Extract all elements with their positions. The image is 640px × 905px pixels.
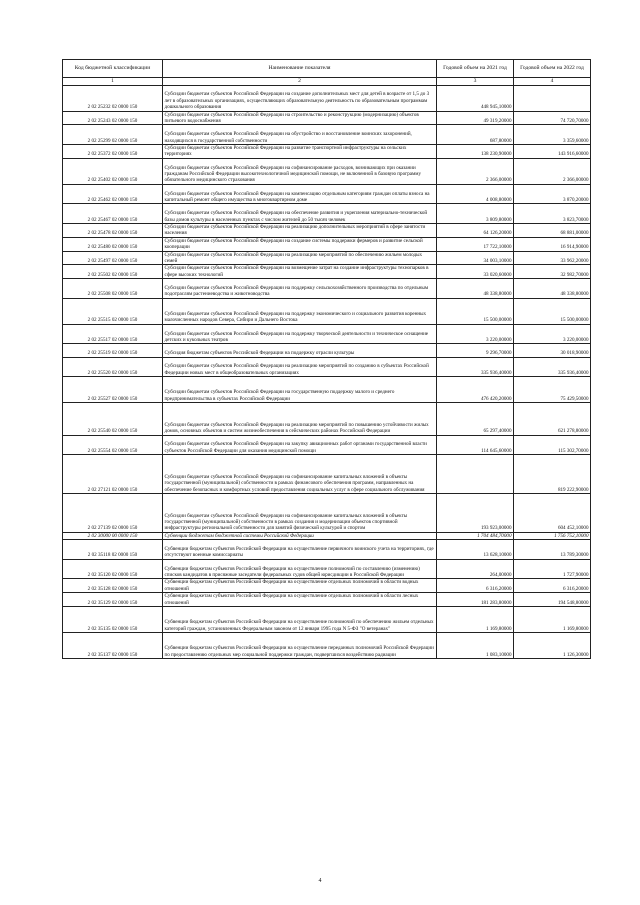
indicator-name-cell: Субсидии бюджетам субъектов Российской Федерации на закупку авиационных работ органами государственной власти субъектов Российской Федерации для оказания медицинской помощи bbox=[163, 435, 437, 455]
amount-2022-cell: 3 823,70000 bbox=[514, 204, 591, 224]
table-row bbox=[63, 344, 591, 357]
budget-code-cell: 2 02 25517 02 0000 150 bbox=[63, 324, 163, 344]
indicator-name-cell: Субсидии бюджетам субъектов Российской Федерации на строительство и реконструкцию (модернизацию) объектов питьевого водоснабжения bbox=[163, 111, 437, 125]
amount-2021-cell: 1 169,80000 bbox=[437, 607, 514, 633]
indicator-name-cell: Субсидии бюджетам субъектов Российской Федерации на поддержку творческой деятельности и техническое оснащение детских и кукольных театров bbox=[163, 324, 437, 344]
amount-2021-cell: 264,00000 bbox=[437, 559, 514, 579]
table-row bbox=[63, 579, 591, 593]
indicator-name-cell: Субсидии бюджетам субъектов Российской Федерации на обеспечение развития и укрепления материально-технической базы домов культуры в населенных пунктах с числом жителей до 50 тысяч человек bbox=[163, 204, 437, 224]
table-row bbox=[63, 455, 591, 494]
table-row bbox=[63, 633, 591, 659]
table-row bbox=[63, 145, 591, 159]
indicator-name-cell: Субсидии бюджетам субъектов Российской Федерации на софинансирование капитальных вложений в объекты государственной (муниципальной) собственности в рамках создания и модернизации объектов спортивной инфраструктуры региональной собственности для занятий физической культурой и спортом bbox=[163, 494, 437, 533]
table-row bbox=[63, 251, 591, 265]
budget-code-cell: 2 02 25527 02 0000 150 bbox=[63, 377, 163, 403]
header-num-2022: 4 bbox=[514, 78, 591, 86]
amount-2021-cell: 6 316,20000 bbox=[437, 579, 514, 593]
amount-2022-cell: 33 962,20000 bbox=[514, 251, 591, 265]
table-row bbox=[63, 559, 591, 579]
amount-2021-cell: 33 020,60000 bbox=[437, 265, 514, 279]
indicator-name-cell: Субсидия бюджетам субъектов Российской Федерации на поддержку отрасли культуры bbox=[163, 344, 437, 357]
amount-2022-cell: 2 366,00000 bbox=[514, 158, 591, 184]
indicator-name-cell: Субсидии бюджетам субъектов Российской Федерации на реализацию мероприятий по повышению устойчивости жилых домов, основных объектов и систем жизнеобеспечения в сейсмических районах Российской Федерации bbox=[163, 403, 437, 435]
table-row bbox=[63, 204, 591, 224]
amount-2022-cell: 115 302,70000 bbox=[514, 435, 591, 455]
header-row bbox=[63, 60, 591, 78]
table-row bbox=[63, 85, 591, 111]
table-row bbox=[63, 377, 591, 403]
amount-2021-cell: 4 008,80000 bbox=[437, 184, 514, 204]
indicator-name-cell: Субсидии бюджетам субъектов Российской Федерации на реализацию дополнительных мероприятий в сфере занятости населения bbox=[163, 224, 437, 238]
amount-2022-cell: 1 126,30000 bbox=[514, 633, 591, 659]
amount-2021-cell: 17 722,10000 bbox=[437, 237, 514, 251]
indicator-name-cell: Субвенции бюджетам субъектов Российской Федерации на осуществление первичного воинского учета на территориях, где отсутствуют военные комиссариаты bbox=[163, 540, 437, 560]
budget-code-cell: 2 02 25232 02 0000 150 bbox=[63, 85, 163, 111]
table-row bbox=[63, 532, 591, 539]
amount-2022-cell: 1 756 752,10000 bbox=[514, 532, 591, 539]
indicator-name-cell: Субвенции бюджетам субъектов Российской Федерации на осуществление отдельных полномочий в области лесных отношений bbox=[163, 593, 437, 607]
amount-2022-cell: 13 789,30000 bbox=[514, 540, 591, 560]
table-row bbox=[63, 357, 591, 377]
indicator-name-cell: Субсидии бюджетам субъектов Российской Федерации на реализацию мероприятий по обеспечению жильем молодых семей bbox=[163, 251, 437, 265]
indicator-name-cell: Субсидии бюджетам субъектов Российской Федерации на обустройство и восстановление воинских захоронений, находящихся в государственной собственности bbox=[163, 125, 437, 145]
budget-code-cell: 2 02 25508 02 0000 150 bbox=[63, 279, 163, 299]
budget-code-cell: 2 02 25462 02 0000 150 bbox=[63, 184, 163, 204]
budget-code-cell: 2 02 25520 02 0000 150 bbox=[63, 357, 163, 377]
table-row bbox=[63, 279, 591, 299]
amount-2022-cell: 16 914,90000 bbox=[514, 237, 591, 251]
amount-2021-cell: 15 500,00000 bbox=[437, 298, 514, 324]
amount-2022-cell: 621 278,80000 bbox=[514, 403, 591, 435]
table-row bbox=[63, 125, 591, 145]
page-number: 4 bbox=[318, 878, 322, 884]
table-row bbox=[63, 403, 591, 435]
header-code: Код бюджетной классификации bbox=[63, 60, 163, 78]
indicator-name-cell: Субсидии бюджетам субъектов Российской Федерации на создание системы поддержки фермеров и развитие сельской кооперации bbox=[163, 237, 437, 251]
table-row bbox=[63, 540, 591, 560]
amount-2021-cell: 448 945,10000 bbox=[437, 85, 514, 111]
budget-code-cell: 2 02 25497 02 0000 150 bbox=[63, 251, 163, 265]
indicator-name-cell: Субсидии бюджетам субъектов Российской Федерации на софинансирование капитальных вложений в объекты государственной (муниципальной) собственности в рамках финансового обеспечения программ, направленных на обеспечение безопасных и комфортных условий предоставления социальных услуг в сфере социального обслуживания bbox=[163, 455, 437, 494]
amount-2022-cell: 68 881,00000 bbox=[514, 224, 591, 238]
table-row bbox=[63, 158, 591, 184]
budget-code-cell: 2 02 27139 02 0000 150 bbox=[63, 494, 163, 533]
amount-2021-cell: 49 319,20000 bbox=[437, 111, 514, 125]
indicator-name-cell: Субвенции бюджетам субъектов Российской Федерации на осуществление полномочий по составлению (изменению) списков кандидатов в присяжные заседатели федеральных судов общей юрисдикции в Российской Федерации bbox=[163, 559, 437, 579]
budget-table bbox=[62, 59, 591, 659]
budget-code-cell: 2 02 25515 02 0000 150 bbox=[63, 298, 163, 324]
header-2021: Годовой объем на 2021 год bbox=[437, 60, 514, 78]
header-name: Наименование показателя bbox=[163, 60, 437, 78]
amount-2021-cell: 13 628,10000 bbox=[437, 540, 514, 560]
table-row bbox=[63, 184, 591, 204]
table-row bbox=[63, 265, 591, 279]
amount-2021-cell: 476 420,20000 bbox=[437, 377, 514, 403]
budget-code-cell: 2 02 25554 02 0000 150 bbox=[63, 435, 163, 455]
budget-code-cell: 2 02 25519 02 0000 150 bbox=[63, 344, 163, 357]
amount-2022-cell: 3 359,60000 bbox=[514, 125, 591, 145]
budget-code-cell: 2 02 25467 02 0000 150 bbox=[63, 204, 163, 224]
amount-2021-cell bbox=[437, 455, 514, 494]
budget-code-cell: 2 02 35118 02 0000 150 bbox=[63, 540, 163, 560]
header-num-2021: 3 bbox=[437, 78, 514, 86]
amount-2022-cell: 335 936,40000 bbox=[514, 357, 591, 377]
amount-2021-cell: 335 936,40000 bbox=[437, 357, 514, 377]
table-row bbox=[63, 494, 591, 533]
amount-2021-cell: 9 296,70000 bbox=[437, 344, 514, 357]
amount-2021-cell: 687,80000 bbox=[437, 125, 514, 145]
amount-2022-cell bbox=[514, 85, 591, 111]
amount-2022-cell: 6 316,20000 bbox=[514, 579, 591, 593]
amount-2022-cell: 143 916,60000 bbox=[514, 145, 591, 159]
indicator-name-cell: Субсидии бюджетам субъектов Российской Федерации на софинансирование расходов, возникающих при оказании гражданам Российской Федерации высокотехнологичной медицинской помощи, не включенной в базовую программу обязательного медицинского страхования bbox=[163, 158, 437, 184]
amount-2022-cell: 32 982,70000 bbox=[514, 265, 591, 279]
budget-code-cell: 2 02 25299 02 0000 150 bbox=[63, 125, 163, 145]
header-2022: Годовой объем на 2022 год bbox=[514, 60, 591, 78]
indicator-name-cell: Субсидии бюджетам субъектов Российской Федерации на поддержку экономического и социального развития коренных малочисленных народов Севера, Сибири и Дальнего Востока bbox=[163, 298, 437, 324]
amount-2022-cell: 819 222,90000 bbox=[514, 455, 591, 494]
table-row bbox=[63, 224, 591, 238]
amount-2022-cell: 30 018,90000 bbox=[514, 344, 591, 357]
budget-code-cell: 2 02 35120 02 0000 150 bbox=[63, 559, 163, 579]
amount-2021-cell: 1 704 484,70000 bbox=[437, 532, 514, 539]
amount-2021-cell: 34 003,10000 bbox=[437, 251, 514, 265]
budget-code-cell: 2 02 30000 00 0000 150 bbox=[63, 532, 163, 539]
table-row bbox=[63, 237, 591, 251]
header-num-name: 2 bbox=[163, 78, 437, 86]
table-row bbox=[63, 111, 591, 125]
amount-2021-cell: 2 366,00000 bbox=[437, 158, 514, 184]
header-number-row bbox=[63, 78, 591, 86]
indicator-name-cell: Субсидии бюджетам субъектов Российской Федерации на поддержку сельскохозяйственного производства по отдельным подотраслям растениеводства и животноводства bbox=[163, 279, 437, 299]
indicator-name-cell: Субсидии бюджетам субъектов Российской Федерации на государственную поддержку малого и среднего предпринимательства в субъектах Российской Федерации bbox=[163, 377, 437, 403]
table-row bbox=[63, 435, 591, 455]
indicator-name-cell: Субвенции бюджетам бюджетной системы Российской Федерации bbox=[163, 532, 437, 539]
amount-2021-cell: 114 645,60000 bbox=[437, 435, 514, 455]
amount-2021-cell: 64 126,20000 bbox=[437, 224, 514, 238]
amount-2022-cell: 1 169,80000 bbox=[514, 607, 591, 633]
budget-code-cell: 2 02 35129 02 0000 150 bbox=[63, 593, 163, 607]
table-row bbox=[63, 607, 591, 633]
amount-2021-cell: 48 338,80000 bbox=[437, 279, 514, 299]
budget-code-cell: 2 02 25540 02 0000 150 bbox=[63, 403, 163, 435]
amount-2021-cell: 3 220,00000 bbox=[437, 324, 514, 344]
budget-code-cell: 2 02 25480 02 0000 150 bbox=[63, 237, 163, 251]
budget-code-cell: 2 02 35128 02 0000 150 bbox=[63, 579, 163, 593]
indicator-name-cell: Субсидии бюджетам субъектов Российской Федерации на компенсацию отдельным категориям граждан оплаты взноса на капитальный ремонт общего имущества в многоквартирном доме bbox=[163, 184, 437, 204]
amount-2022-cell: 1 727,90000 bbox=[514, 559, 591, 579]
indicator-name-cell: Субвенции бюджетам субъектов Российской Федерации на осуществление переданных полномочий Российской Федерации по предоставлению отдельных мер социальной поддержки граждан, подвергшихся воздействию радиации bbox=[163, 633, 437, 659]
amount-2022-cell: 3 870,20000 bbox=[514, 184, 591, 204]
amount-2022-cell: 3 220,00000 bbox=[514, 324, 591, 344]
indicator-name-cell: Субвенции бюджетам субъектов Российской Федерации на осуществление полномочий по обеспечению жильем отдельных категорий граждан, установленных Федеральным законом от 12 января 1995 года N 5-ФЗ "О ветеранах" bbox=[163, 607, 437, 633]
amount-2022-cell: 604 452,10000 bbox=[514, 494, 591, 533]
indicator-name-cell: Субсидии бюджетам субъектов Российской Федерации на создание дополнительных мест для детей в возрасте от 1,5 до 3 лет в образовательных организациях, осуществляющих образовательную деятельность по образовательным программам дошкольного образования bbox=[163, 85, 437, 111]
header-num-code: 1 bbox=[63, 78, 163, 86]
indicator-name-cell: Субвенции бюджетам субъектов Российской Федерации на осуществление отдельных полномочий в области водных отношений bbox=[163, 579, 437, 593]
budget-code-cell: 2 02 25502 02 0000 150 bbox=[63, 265, 163, 279]
amount-2022-cell: 75 429,50000 bbox=[514, 377, 591, 403]
indicator-name-cell: Субсидии бюджетам субъектов Российской Федерации на развитие транспортной инфраструктуры на сельских территориях bbox=[163, 145, 437, 159]
amount-2022-cell: 194 548,80000 bbox=[514, 593, 591, 607]
amount-2021-cell: 181 283,80000 bbox=[437, 593, 514, 607]
amount-2022-cell: 74 720,70000 bbox=[514, 111, 591, 125]
budget-code-cell: 2 02 25372 02 0000 150 bbox=[63, 145, 163, 159]
table-row bbox=[63, 298, 591, 324]
amount-2021-cell: 1 083,10000 bbox=[437, 633, 514, 659]
budget-code-cell: 2 02 25478 02 0000 150 bbox=[63, 224, 163, 238]
indicator-name-cell: Субсидии бюджетам субъектов Российской Федерации на реализацию мероприятий по созданию в субъектах Российской Федерации новых мест в общеобразовательных организациях bbox=[163, 357, 437, 377]
budget-code-cell: 2 02 35137 02 0000 150 bbox=[63, 633, 163, 659]
amount-2021-cell: 3 809,80000 bbox=[437, 204, 514, 224]
amount-2022-cell: 15 500,00000 bbox=[514, 298, 591, 324]
amount-2022-cell: 48 338,80000 bbox=[514, 279, 591, 299]
amount-2021-cell: 193 923,00000 bbox=[437, 494, 514, 533]
amount-2021-cell: 65 297,40000 bbox=[437, 403, 514, 435]
table-row bbox=[63, 324, 591, 344]
amount-2021-cell: 138 230,90000 bbox=[437, 145, 514, 159]
budget-code-cell: 2 02 25402 02 0000 150 bbox=[63, 158, 163, 184]
table-row bbox=[63, 593, 591, 607]
budget-code-cell: 2 02 25243 02 0000 150 bbox=[63, 111, 163, 125]
budget-code-cell: 2 02 35135 02 0000 150 bbox=[63, 607, 163, 633]
budget-code-cell: 2 02 27121 02 0000 150 bbox=[63, 455, 163, 494]
indicator-name-cell: Субсидии бюджетам субъектов Российской Федерации на возмещение затрат на создание инфраструктуры технопарков в сфере высоких технологий bbox=[163, 265, 437, 279]
